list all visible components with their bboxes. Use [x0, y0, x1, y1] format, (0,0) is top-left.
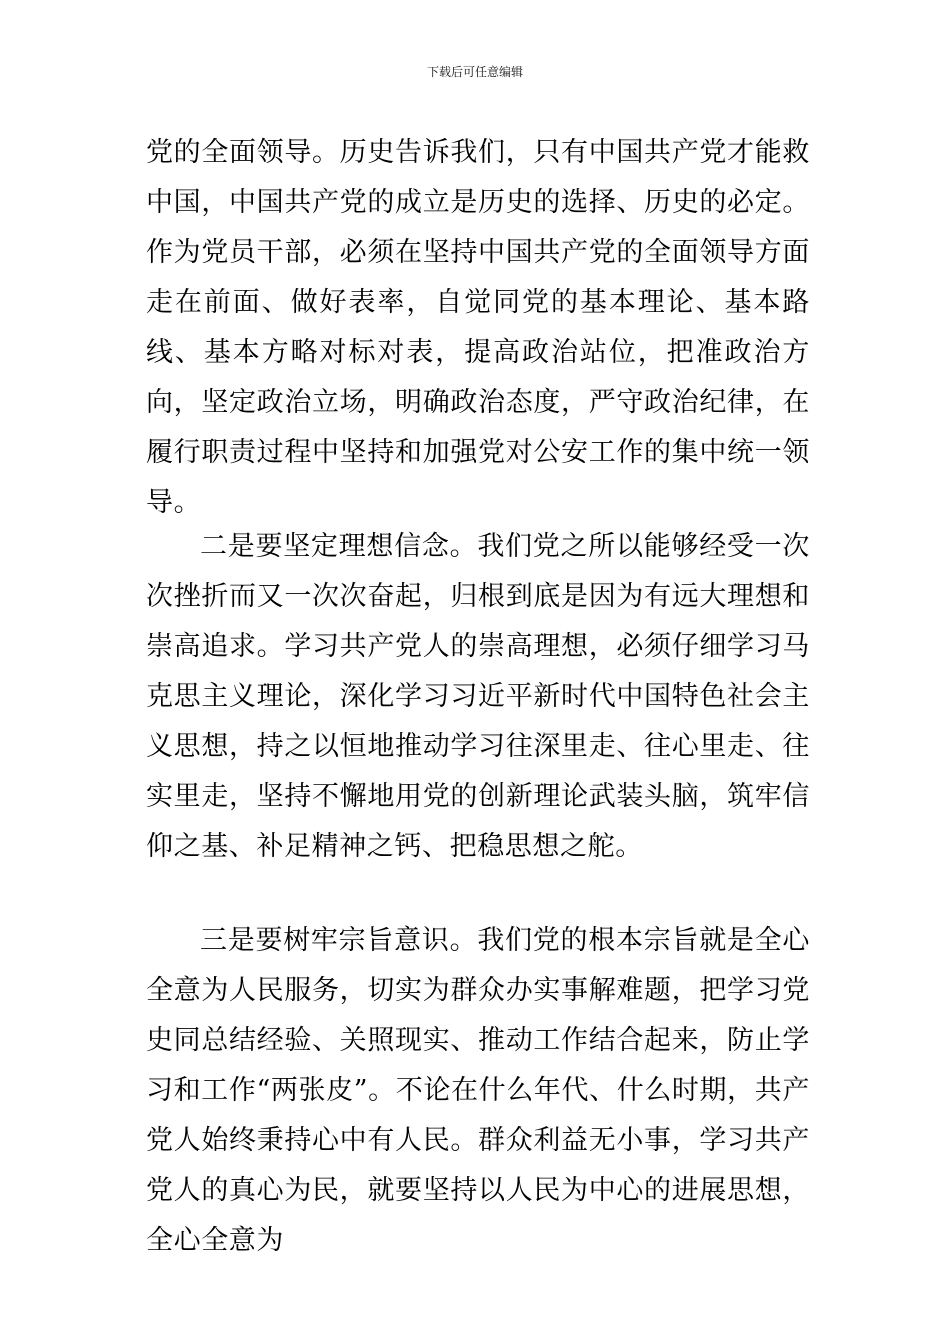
paragraph-2: 二是要坚定理想信念。我们党之所以能够经受一次次挫折而又一次次奋起，归根到底是因为有远大理想和崇高追求。学习共产党人的崇高理想，必须仔细学习马克思主义理论，深化学习习近平新时代中国特色社会主义思想，持之以恒地推动学习往深里走、往心里走、往实里走，坚持不懈地用党的创新理论武装头脑，筑牢信仰之基、补足精神之钙、把稳思想之舵。 — [146, 531, 810, 862]
page-header-note: 下载后可任意编辑 — [426, 65, 523, 79]
paragraph-3: 三是要树牢宗旨意识。我们党的根本宗旨就是全心全意为人民服务，切实为群众办实事解难题，把学习党史同总结经验、关照现实、推动工作结合起来，防止学习和工作“两张皮”。不论在什么年代、什么时期，共产党人始终秉持心中有人民。群众利益无小事，学习共产党人的真心为民，就要坚持以人民为中心的进展思想，全心全意为 — [146, 925, 810, 1256]
paragraph-1: 党的全面领导。历史告诉我们，只有中国共产党才能救中国，中国共产党的成立是历史的选择、历史的必定。作为党员干部，必须在坚持中国共产党的全面领导方面走在前面、做好表率，自觉同党的基本理论、基本路线、基本方略对标对表，提高政治站位，把准政治方向，坚定政治立场，明确政治态度，严守政治纪律，在履行职责过程中坚持和加强党对公安工作的集中统一领导。 — [146, 137, 810, 518]
